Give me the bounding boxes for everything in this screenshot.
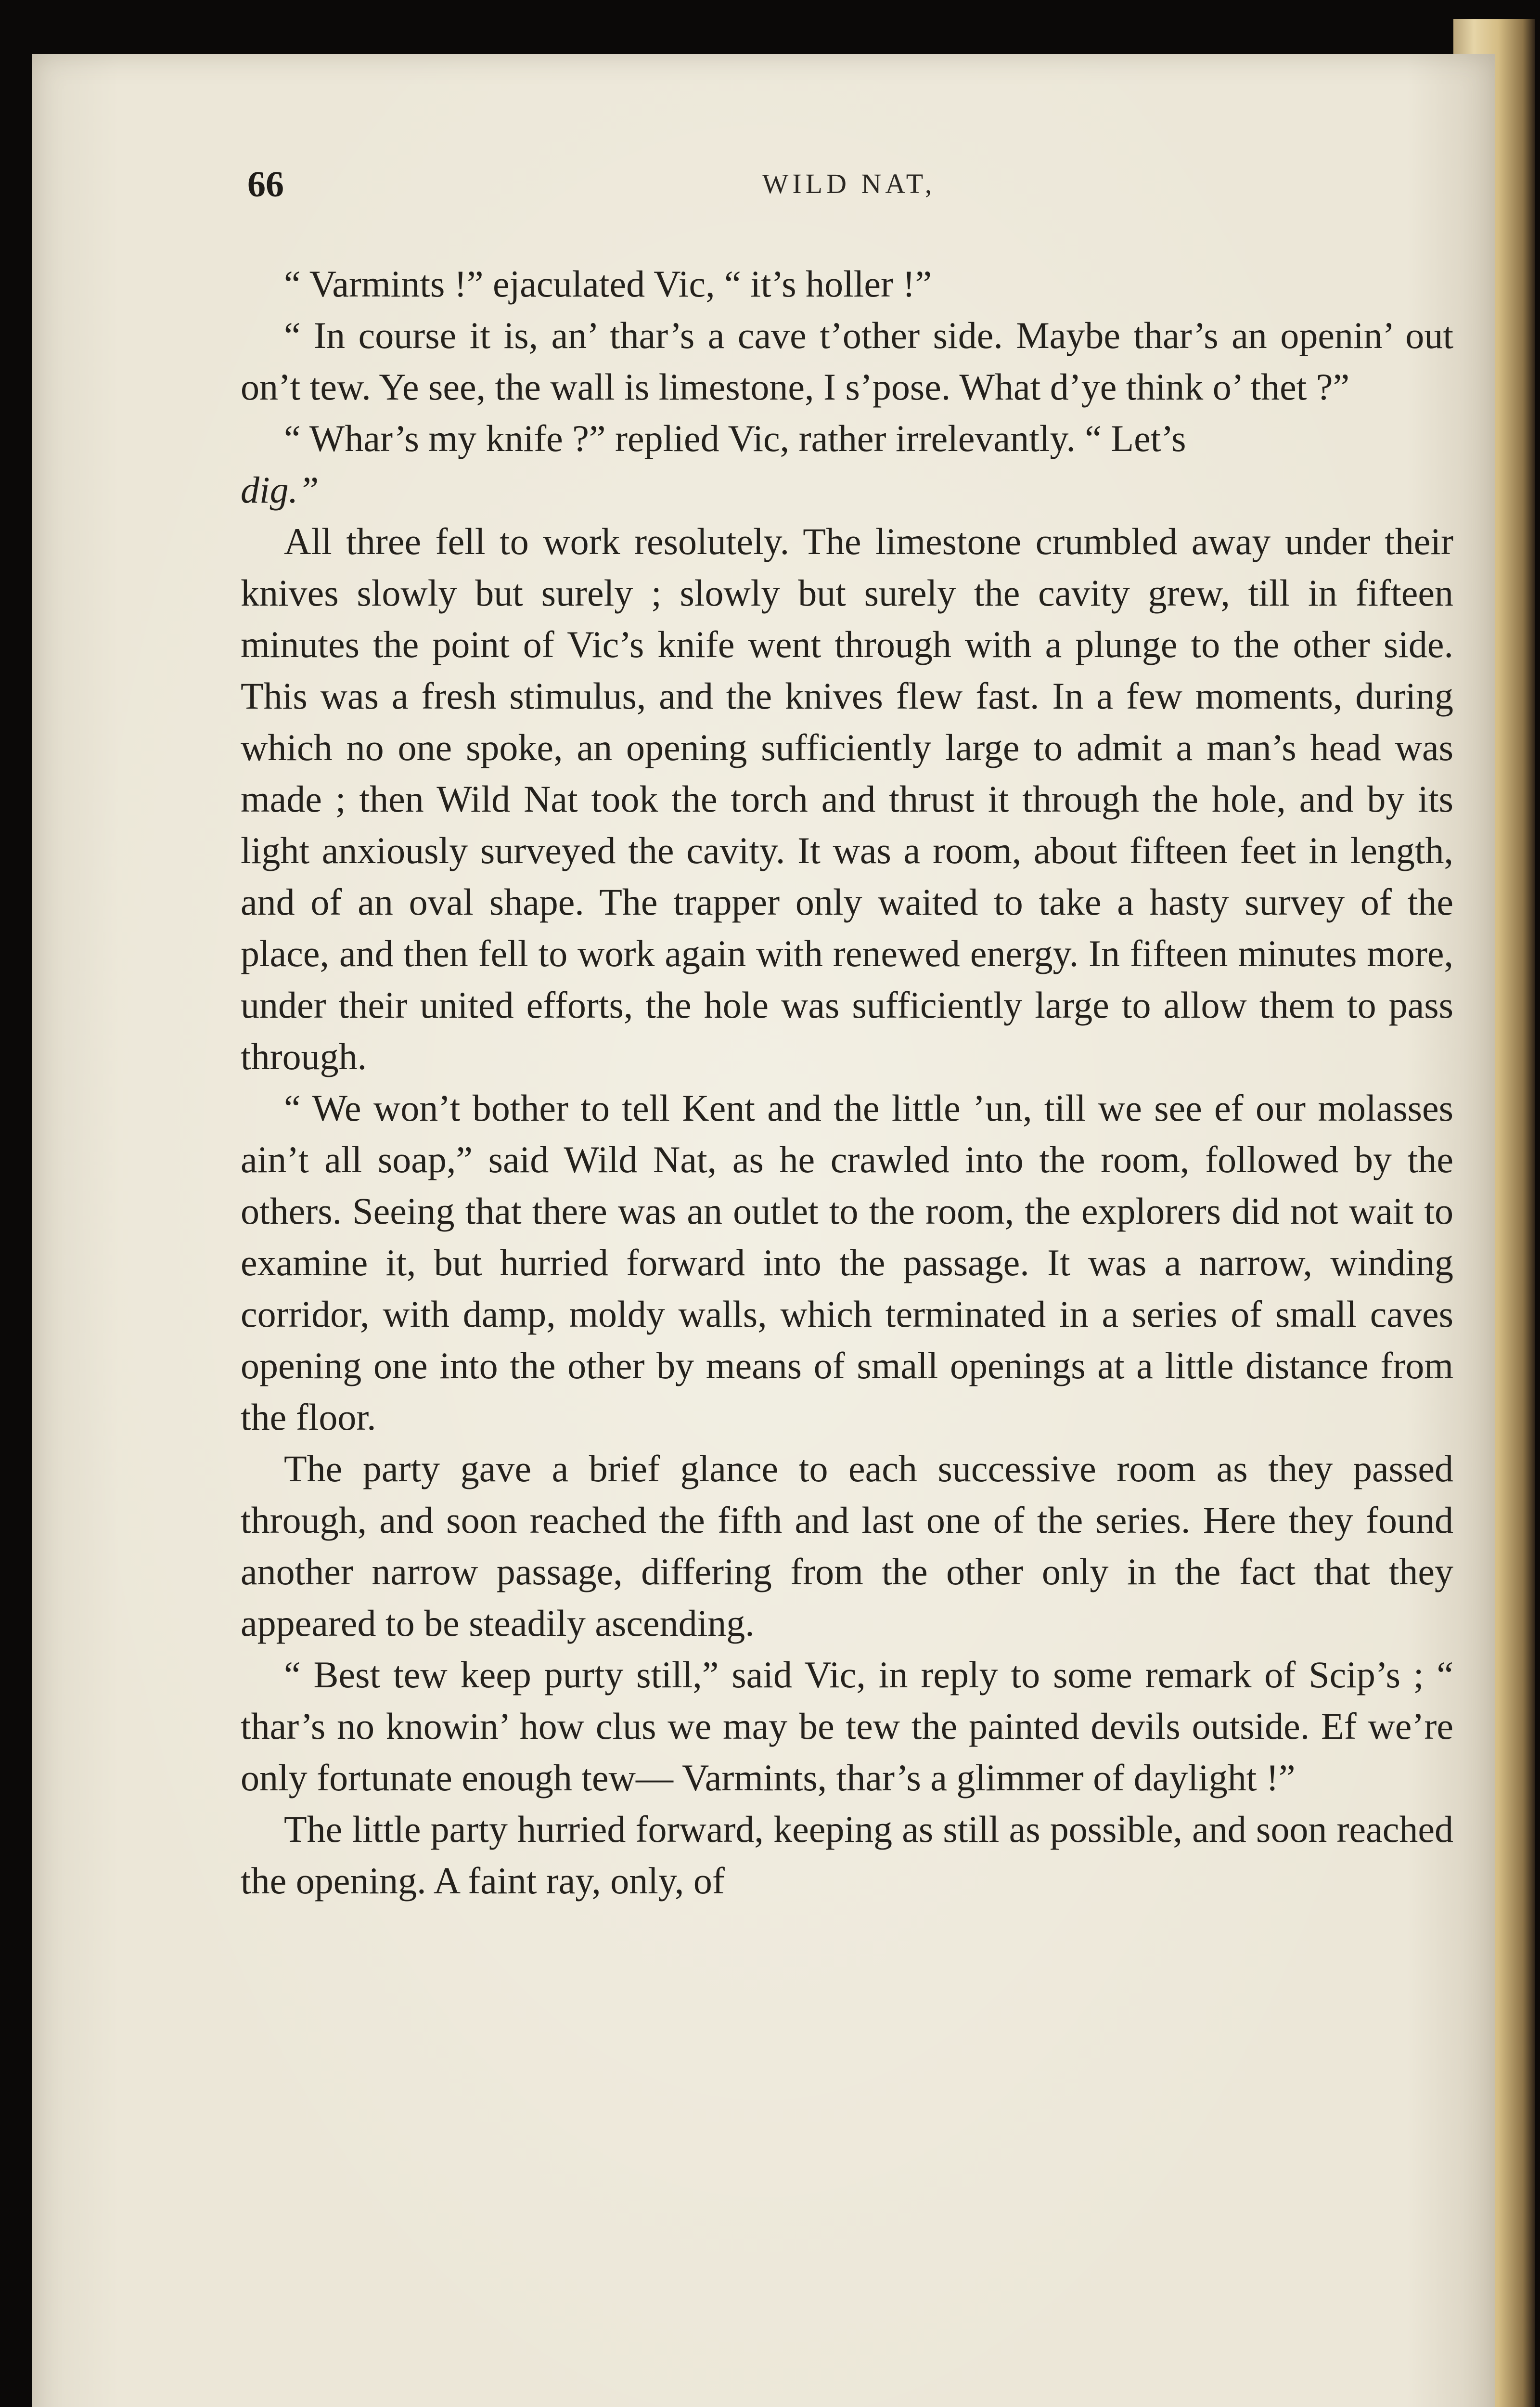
page-header [247, 164, 1450, 217]
paragraph-2: “ In course it is, an’ thar’s a cave t’other side. Maybe thar’s an openin’ out on’t tew. Ye see, the wall is limestone, I s’pose. What d’ye think o’ thet ?” [241, 314, 1453, 408]
running-title: WILD NAT, [762, 168, 936, 199]
paragraph-5: “ We won’t bother to tell Kent and the little ’un, till we see ef our molasses ain’t all soap,” said Wild Nat, as he crawled into the room, followed by the others. Seeing that there was an outlet to the room, the explorers did not wait to examine it, but hurried forward into the passage. It was a narrow, winding corridor, with damp, moldy walls, which terminated in a series of small caves opening one into the other by means of small openings at a little distance from the floor. [241, 1087, 1453, 1438]
paragraph-8: The little party hurried forward, keeping as still as possible, and soon reached the opening. A faint ray, only, of [241, 1808, 1453, 1902]
paragraph-1: “ Varmints !” ejaculated Vic, “ it’s holler !” [284, 263, 932, 305]
paragraph-7: “ Best tew keep purty still,” said Vic, in reply to some remark of Scip’s ; “ thar’s no knowin’ how clus we may be tew the painted devils outside. Ef we’re only fortunate enough tew— Varmints, thar’s a glimmer of daylight !” [241, 1654, 1453, 1799]
page-number: 66 [247, 164, 284, 205]
italic-word-dig: dig.” [241, 469, 319, 511]
page-text [241, 258, 1453, 1906]
paragraph-4: All three fell to work resolutely. The limestone crumbled away under their knives slowly but surely ; slowly but surely the cavity grew, till in fifteen minutes the point of Vic’s knife went through with a plunge to the other side. This was a fresh stimulus, and the knives flew fast. In a few moments, during which no one spoke, an opening sufficiently large to admit a man’s head was made ; then Wild Nat took the torch and thrust it through the hole, and by its light anxiously surveyed the cavity. It was a room, about fifteen feet in length, and of an oval shape. The trapper only waited to take a hasty survey of the place, and then fell to work again with renewed energy. In fifteen minutes more, under their united efforts, the hole was sufficiently large to allow them to pass through. [241, 520, 1453, 1077]
paragraph-3-text: “ Whar’s my knife ?” replied Vic, rather irrelevantly. “ Let’s [284, 417, 1186, 459]
paragraph-6: The party gave a brief glance to each successive room as they passed through, and soon reached the fifth and last one of the series. Here they found another narrow passage, differing from the other only in the fact that they appeared to be steadily ascending. [241, 1448, 1453, 1644]
paragraph-3 [241, 413, 1453, 516]
